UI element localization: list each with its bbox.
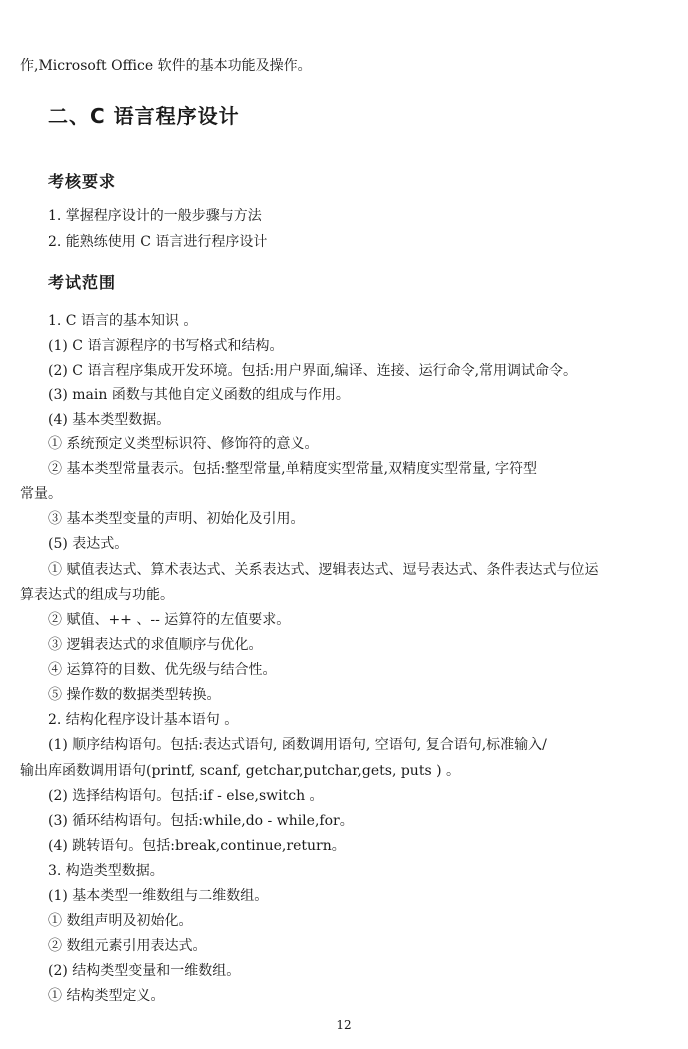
requirement-item: 1. 掌握程序设计的一般步骤与方法 <box>48 208 262 224</box>
scope-line: ③ 基本类型变量的声明、初始化及引用。 <box>48 511 305 527</box>
requirements-heading: 考核要求 <box>48 172 117 191</box>
scope-line: (3) 循环结构语句。包括:while,do - while,for。 <box>48 813 354 829</box>
scope-line: ② 基本类型常量表示。包括:整型常量,单精度实型常量,双精度实型常量, 字符型 <box>48 461 537 477</box>
scope-line: ① 数组声明及初始化。 <box>48 913 193 929</box>
scope-line: (2) 结构类型变量和一维数组。 <box>48 963 241 979</box>
scope-line: (5) 表达式。 <box>48 536 129 552</box>
scope-line: 2. 结构化程序设计基本语句 。 <box>48 712 239 728</box>
scope-line: ② 赋值、++ 、-- 运算符的左值要求。 <box>48 612 291 628</box>
scope-line: ① 结构类型定义。 <box>48 988 165 1004</box>
scope-heading: 考试范围 <box>48 273 117 292</box>
scope-line: ① 赋值表达式、算术表达式、关系表达式、逻辑表达式、逗号表达式、条件表达式与位运 <box>48 562 599 578</box>
requirement-item: 2. 能熟练使用 C 语言进行程序设计 <box>48 234 268 250</box>
scope-line: (1) 顺序结构语句。包括:表达式语句, 函数调用语句, 空语句, 复合语句,标准输入/ <box>48 737 547 753</box>
scope-line: 算表达式的组成与功能。 <box>20 587 174 603</box>
scope-line: (2) C 语言程序集成开发环境。包括:用户界面,编译、连接、运行命令,常用调试命令。 <box>48 363 578 379</box>
scope-line: ③ 逻辑表达式的求值顺序与优化。 <box>48 637 263 653</box>
scope-line: (3) main 函数与其他自定义函数的组成与作用。 <box>48 387 350 403</box>
scope-line: 1. C 语言的基本知识 。 <box>48 313 198 329</box>
scope-line: 常量。 <box>20 486 62 502</box>
scope-line: (4) 跳转语句。包括:break,continue,return。 <box>48 838 346 854</box>
scope-line: (4) 基本类型数据。 <box>48 412 171 428</box>
scope-line: ② 数组元素引用表达式。 <box>48 938 207 954</box>
scope-line: (1) C 语言源程序的书写格式和结构。 <box>48 338 284 354</box>
scope-line: (1) 基本类型一维数组与二维数组。 <box>48 888 269 904</box>
intro-line: 作,Microsoft Office 软件的基本功能及操作。 <box>20 58 312 74</box>
scope-line: ① 系统预定义类型标识符、修饰符的意义。 <box>48 436 319 452</box>
section-title: 二、C 语言程序设计 <box>48 104 240 128</box>
scope-line: ⑤ 操作数的数据类型转换。 <box>48 687 221 703</box>
scope-line: ④ 运算符的目数、优先级与结合性。 <box>48 662 277 678</box>
scope-line: 输出库函数调用语句(printf, scanf, getchar,putchar,gets, puts ) 。 <box>20 763 460 779</box>
page-number: 12 <box>336 1018 352 1032</box>
scope-line: (2) 选择结构语句。包括:if - else,switch 。 <box>48 788 324 804</box>
scope-line: 3. 构造类型数据。 <box>48 863 164 879</box>
